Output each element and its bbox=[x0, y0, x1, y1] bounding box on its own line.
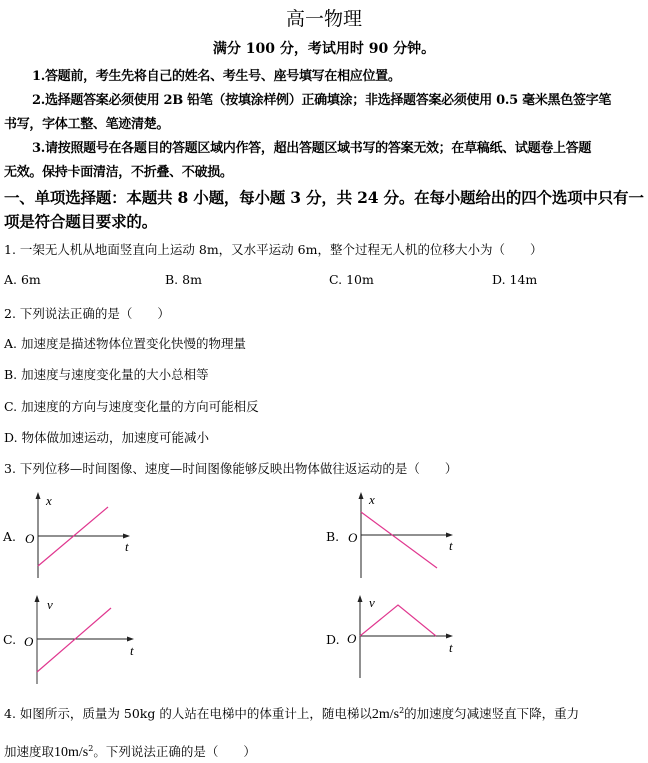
q3-graph-a-label: A. bbox=[3, 529, 17, 544]
x-axis-label: t bbox=[449, 538, 453, 553]
question-4-stem-line1 bbox=[4, 704, 579, 723]
document-title: 高一物理 bbox=[285, 8, 362, 30]
q3-graph-b-label: B. bbox=[326, 529, 340, 544]
x-axis-label: t bbox=[125, 539, 129, 554]
origin-label: O bbox=[347, 631, 357, 646]
instruction-2-line2: 书写，字体工整、笔迹清楚。 bbox=[4, 117, 170, 132]
question-4-stem-line2 bbox=[4, 742, 256, 761]
origin-label: O bbox=[348, 530, 358, 545]
q3-graph-c-vt bbox=[20, 590, 140, 685]
instruction-2-line1: 2.选择题答案必须使用 2B 铅笔（按填涂样例）正确填涂；非选择题答案必须使用 0.5 毫米黑色签字笔 bbox=[32, 93, 612, 108]
q3-graph-b-xt bbox=[343, 490, 463, 582]
q4-text-part1: 4. 如图所示，质量为 50kg 的人站在电梯中的体重计上，随电梯以 bbox=[4, 706, 372, 721]
exam-info: 满分 100 分，考试用时 90 分钟。 bbox=[212, 41, 436, 57]
q4-accel-value: 2m/s bbox=[371, 707, 400, 722]
instruction-1: 1.答题前，考生先将自己的姓名、考生号、座号填写在相应位置。 bbox=[32, 69, 401, 84]
x-axis-label: t bbox=[449, 640, 453, 655]
q1-option-b: B. 8m bbox=[165, 272, 202, 287]
q3-graph-d-label: D. bbox=[326, 632, 340, 647]
y-axis-label: x bbox=[46, 493, 52, 508]
q2-option-d: D. 物体做加速运动，加速度可能减小 bbox=[4, 430, 210, 445]
q4-line2-part2: 。下列说法正确的是（ ） bbox=[93, 744, 256, 759]
q3-graph-c-label: C. bbox=[3, 632, 17, 647]
q2-option-a: A. 加速度是描述物体位置变化快慢的物理量 bbox=[4, 336, 246, 351]
section-heading-line1: 一、单项选择题：本题共 8 小题，每小题 3 分，共 24 分。在每小题给出的四个选项中只有一 bbox=[4, 188, 644, 207]
y-axis-label: v bbox=[47, 597, 53, 612]
q1-option-c: C. 10m bbox=[329, 272, 374, 287]
question-2-stem: 2. 下列说法正确的是（ ） bbox=[4, 306, 170, 321]
q3-graph-d-vt bbox=[343, 590, 463, 685]
q4-accel-exponent: 2 bbox=[399, 705, 405, 715]
y-axis-label: v bbox=[369, 595, 375, 610]
q4-gravity-exponent: 2 bbox=[88, 743, 94, 753]
q2-option-b: B. 加速度与速度变化量的大小总相等 bbox=[4, 367, 209, 382]
q3-graph-a-xt bbox=[20, 490, 140, 582]
instruction-3-line2: 无效。保持卡面清洁，不折叠、不破损。 bbox=[4, 165, 233, 180]
instruction-3-line1: 3.请按照题号在各题目的答题区域内作答，超出答题区域书写的答案无效；在草稿纸、试题卷上答题 bbox=[32, 141, 592, 156]
y-axis-label: x bbox=[369, 492, 375, 507]
q4-text-part2: 的加速度匀减速竖直下降，重力 bbox=[404, 706, 580, 721]
origin-label: O bbox=[25, 531, 35, 546]
q1-option-a: A. 6m bbox=[4, 272, 41, 287]
q1-option-d: D. 14m bbox=[492, 272, 538, 287]
question-1-stem: 1. 一架无人机从地面竖直向上运动 8m，又水平运动 6m，整个过程无人机的位移大小为（ ） bbox=[4, 242, 543, 257]
q2-option-c: C. 加速度的方向与速度变化量的方向可能相反 bbox=[4, 399, 259, 414]
x-axis-label: t bbox=[130, 643, 134, 658]
question-3-stem: 3. 下列位移—时间图像、速度—时间图像能够反映出物体做往返运动的是（ ） bbox=[4, 461, 458, 476]
q4-gravity-value: 10m/s bbox=[54, 745, 89, 760]
section-heading-line2: 项是符合题目要求的。 bbox=[4, 212, 158, 231]
q4-line2-part1: 加速度取 bbox=[4, 744, 55, 759]
origin-label: O bbox=[24, 634, 34, 649]
